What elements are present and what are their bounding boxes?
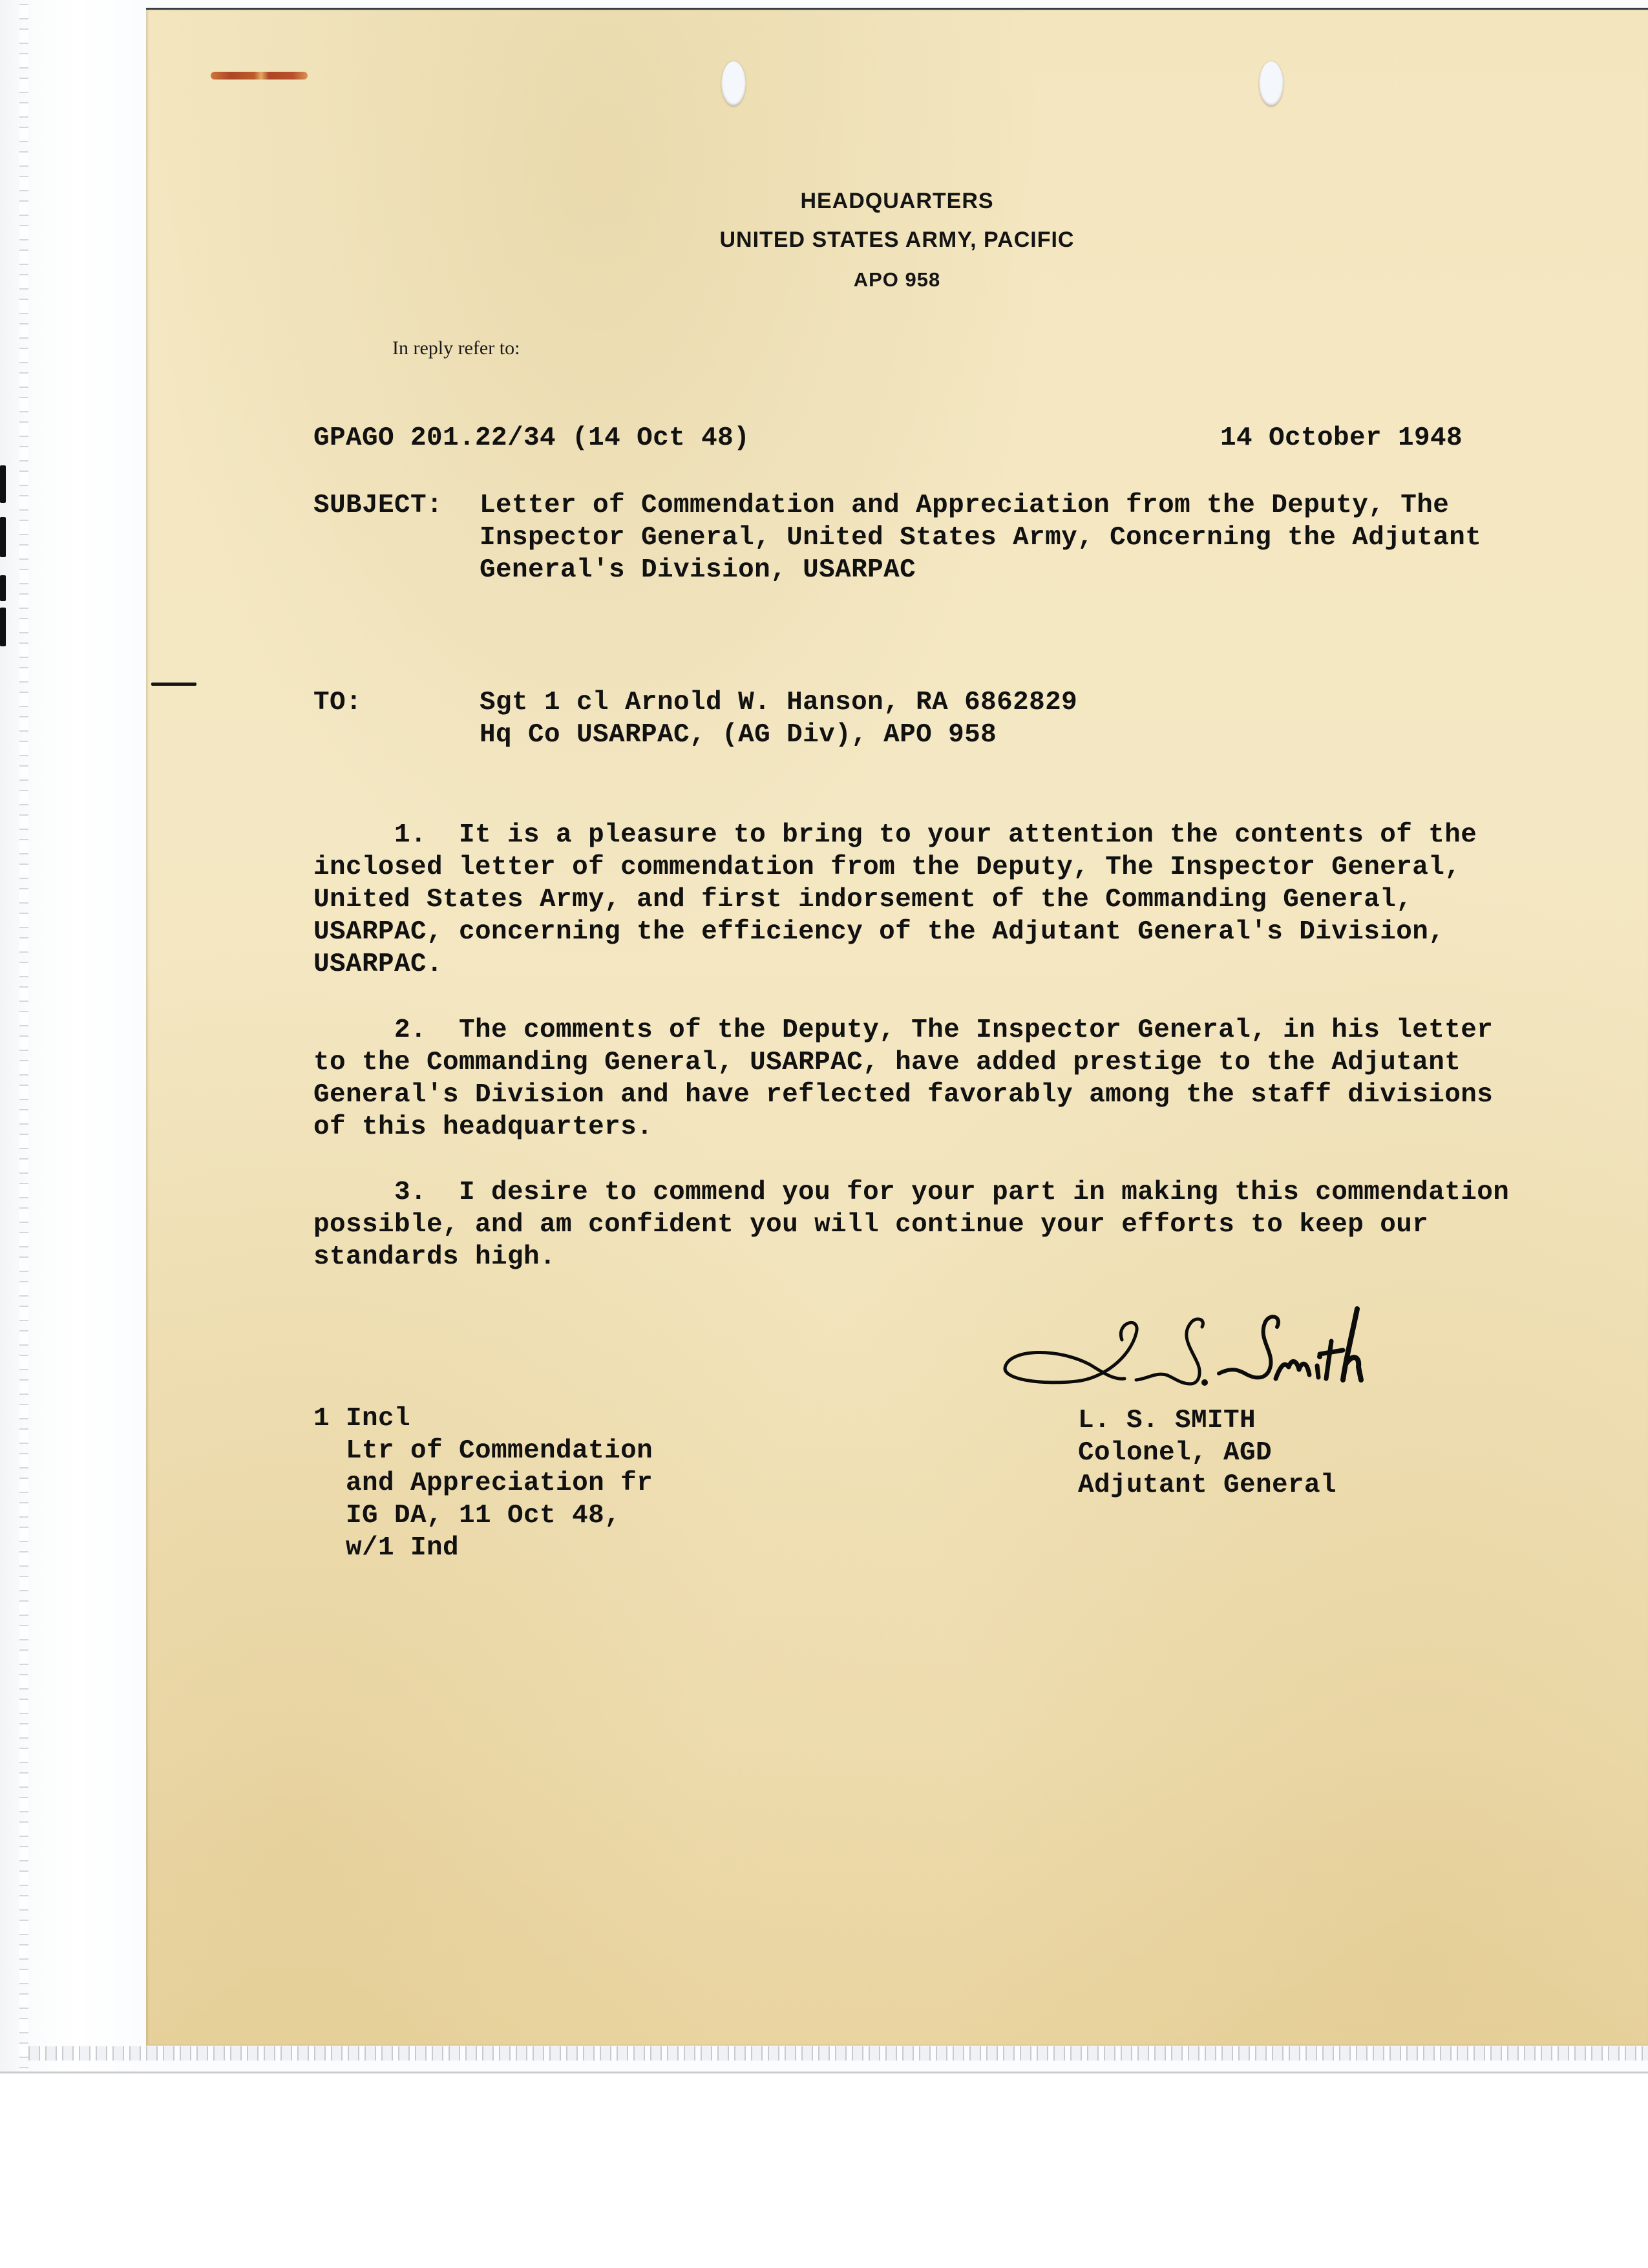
inclosure-line: 1 Incl xyxy=(313,1404,411,1434)
letter-page xyxy=(146,8,1648,2046)
rust-staple-mark xyxy=(211,72,308,79)
letterhead-line-1: HEADQUARTERS xyxy=(800,189,994,213)
inclosure-line: Ltr of Commendation xyxy=(313,1436,653,1466)
signer-title: Adjutant General xyxy=(1078,1470,1337,1500)
paragraph-line: possible, and am confident you will continue your efforts to keep our xyxy=(313,1210,1429,1240)
to-label: TO: xyxy=(313,688,363,717)
addressee-line: Sgt 1 cl Arnold W. Hanson, RA 6862829 xyxy=(480,688,1078,717)
letterhead-line-3: APO 958 xyxy=(853,268,941,291)
inclosure-note xyxy=(313,1403,653,1564)
paragraph-line: standards high. xyxy=(313,1242,556,1272)
edge-mark xyxy=(0,575,6,601)
inclosure-line: and Appreciation fr xyxy=(313,1468,653,1498)
inclosure-line: IG DA, 11 Oct 48, xyxy=(313,1501,621,1531)
letterhead-line-2: UNITED STATES ARMY, PACIFIC xyxy=(719,228,1075,252)
letter-date: 14 October 1948 xyxy=(1220,423,1463,453)
paragraph-line: USARPAC. xyxy=(313,949,443,979)
file-reference: GPAGO 201.22/34 (14 Oct 48) xyxy=(313,423,750,453)
edge-mark xyxy=(0,465,6,503)
subject-line: General's Division, USARPAC xyxy=(480,555,916,585)
paragraph-line: 3. I desire to commend you for your part in making this commendation xyxy=(313,1178,1510,1207)
paragraph-line: General's Division and have reflected favorably among the staff divisions xyxy=(313,1080,1494,1110)
paragraph-3 xyxy=(313,1176,1509,1273)
paragraph-line: inclosed letter of commendation from the Deputy, The Inspector General, xyxy=(313,853,1461,882)
paragraph-line: 2. The comments of the Deputy, The Inspector General, in his letter xyxy=(313,1015,1494,1045)
subject-text xyxy=(480,489,1481,586)
punch-hole xyxy=(1259,61,1284,107)
inclosure-line: w/1 Ind xyxy=(313,1533,460,1563)
paragraph-line: to the Commanding General, USARPAC, have added prestige to the Adjutant xyxy=(313,1048,1461,1077)
handwritten-signature xyxy=(986,1302,1400,1406)
subject-label: SUBJECT: xyxy=(313,491,443,520)
sleeve-perforation-left xyxy=(19,0,28,2072)
subject-line: Inspector General, United States Army, Concerning the Adjutant xyxy=(480,523,1482,553)
subject-line: Letter of Commendation and Appreciation from the Deputy, The xyxy=(480,491,1450,520)
signature-block xyxy=(1078,1404,1336,1501)
paragraph-line: of this headquarters. xyxy=(313,1112,653,1142)
edge-mark xyxy=(0,517,6,557)
edge-mark xyxy=(0,608,6,646)
paragraph-line: 1. It is a pleasure to bring to your attention the contents of the xyxy=(313,820,1477,850)
paragraph-line: USARPAC, concerning the efficiency of the Adjutant General's Division, xyxy=(313,917,1445,947)
paragraph-line: United States Army, and first indorsement of the Commanding General, xyxy=(313,885,1413,915)
signer-name: L. S. SMITH xyxy=(1078,1406,1256,1436)
fold-mark xyxy=(151,683,196,686)
punch-hole xyxy=(721,61,746,107)
addressee xyxy=(480,686,1077,751)
addressee-line: Hq Co USARPAC, (AG Div), APO 958 xyxy=(480,720,997,750)
signer-rank: Colonel, AGD xyxy=(1078,1438,1273,1468)
paragraph-1 xyxy=(313,819,1477,980)
sleeve-perforation-bottom xyxy=(26,2046,1648,2061)
reply-prompt: In reply refer to: xyxy=(392,337,520,359)
paragraph-2 xyxy=(313,1014,1493,1143)
